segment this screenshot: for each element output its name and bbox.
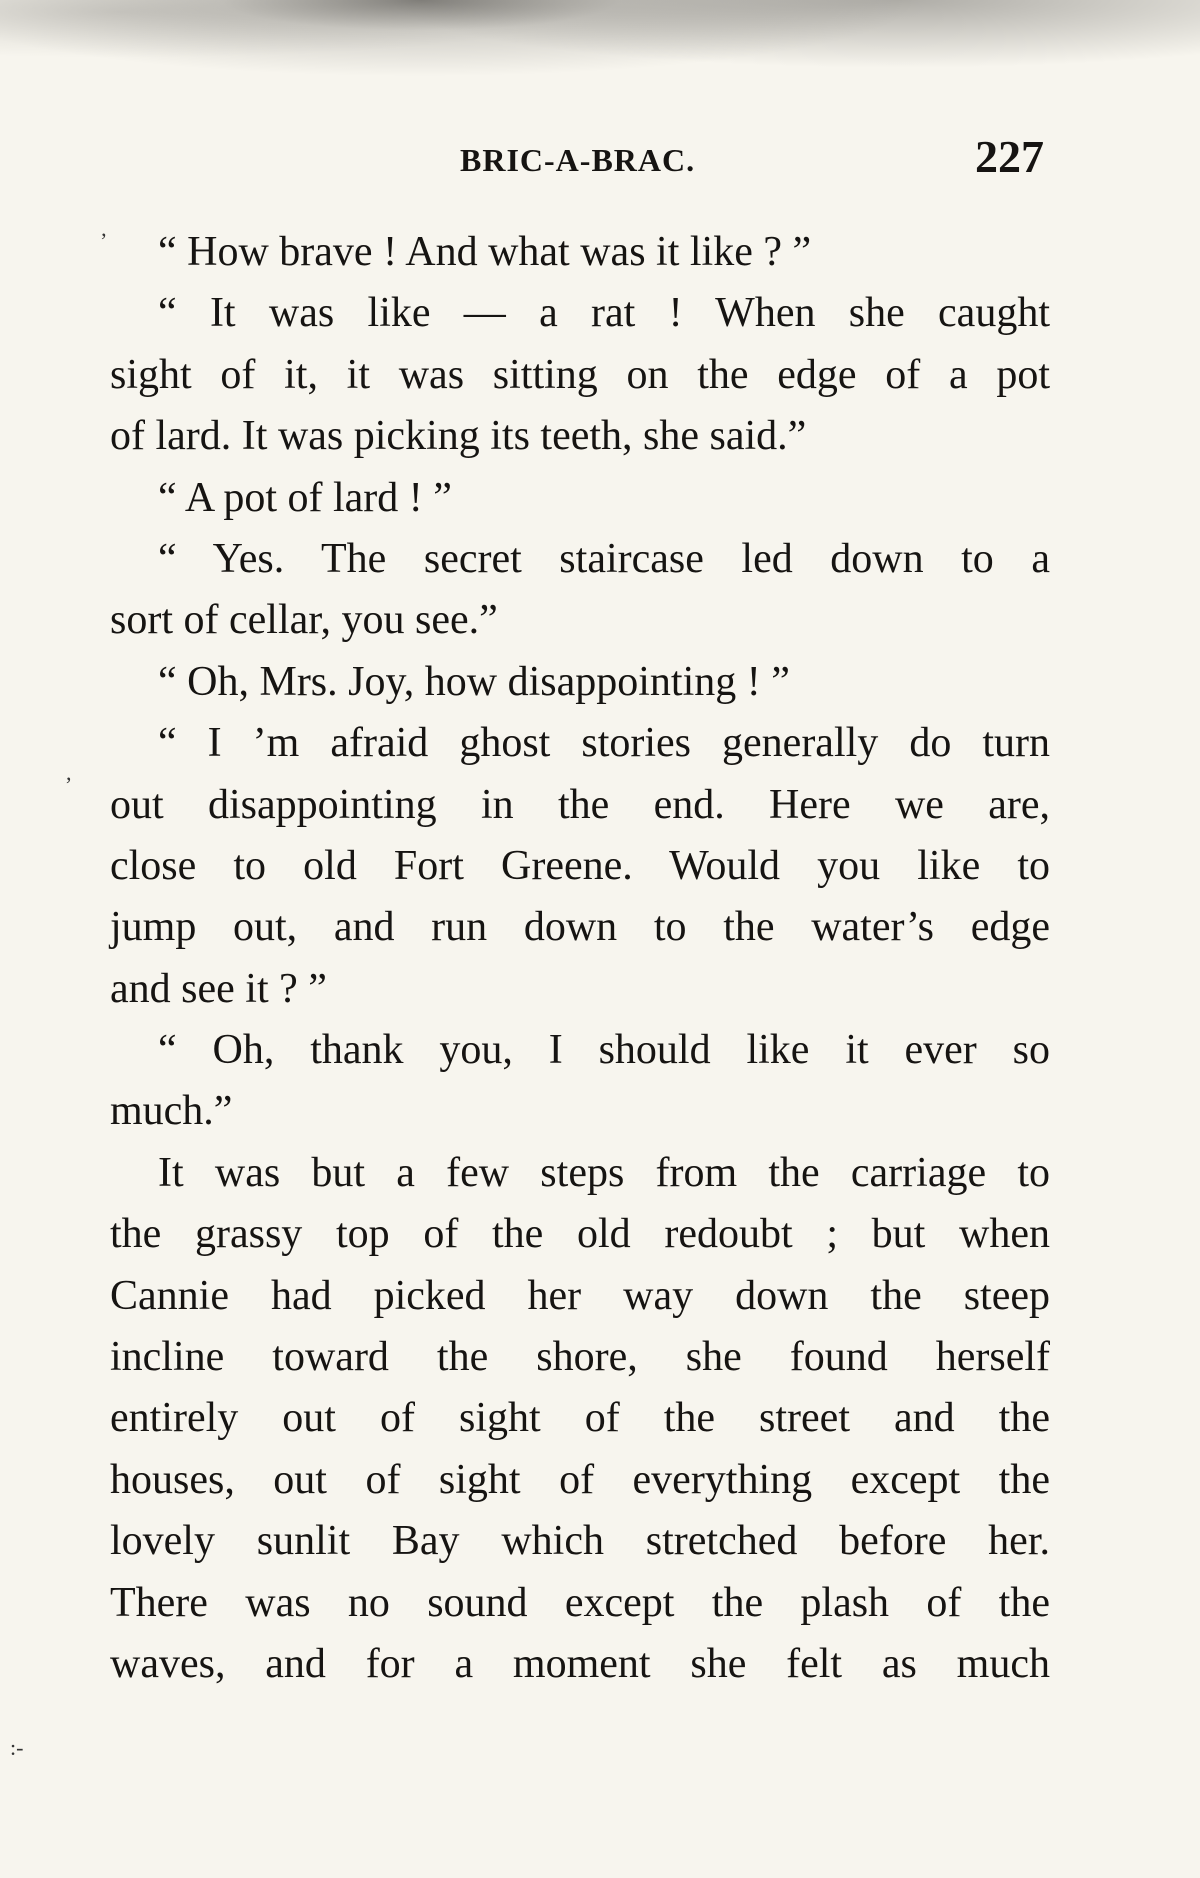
running-header-title: BRIC-A-BRAC. (460, 142, 696, 178)
scan-speckle-decoration (0, 0, 1200, 120)
text-line: of lard. It was picking its teeth, she said.” (110, 413, 807, 460)
text-line: “ It was like — a rat ! When she caught (158, 290, 1050, 337)
text-line: “ How brave ! And what was it like ? ” (158, 229, 812, 275)
page-number: 227 (975, 131, 1044, 182)
text-line: the grassy top of the old redoubt ; but when (110, 1211, 1050, 1258)
text-line: “ A pot of lard ! ” (158, 474, 452, 521)
text-line: There was no sound except the plash of the (110, 1579, 1050, 1626)
stray-print-mark: ’ (100, 228, 108, 253)
text-line: out disappointing in the end. Here we are, (110, 781, 1050, 828)
body-text (110, 222, 1050, 1695)
text-line: sight of it, it was sitting on the edge of a pot (110, 351, 1050, 398)
text-line: jump out, and run down to the water’s edge (110, 904, 1050, 951)
text-line: close to old Fort Greene. Would you like to (110, 842, 1050, 889)
stray-print-mark: :- (10, 1735, 24, 1760)
running-header (0, 128, 1200, 188)
text-line: It was but a few steps from the carriage to (158, 1149, 1050, 1196)
text-line: sort of cellar, you see.” (110, 597, 498, 644)
text-line: much.” (110, 1088, 233, 1135)
text-line: “ Yes. The secret staircase led down to a (158, 535, 1050, 582)
text-line: houses, out of sight of everything except the (110, 1456, 1050, 1503)
text-line: entirely out of sight of the street and the (110, 1395, 1050, 1442)
text-line: lovely sunlit Bay which stretched before her. (110, 1518, 1050, 1565)
text-line: incline toward the shore, she found herself (110, 1334, 1050, 1381)
text-line: “ Oh, thank you, I should like it ever so (158, 1027, 1050, 1074)
stray-print-mark: , (66, 760, 72, 785)
text-line: waves, and for a moment she felt as much (110, 1640, 1050, 1687)
text-line: Cannie had picked her way down the steep (110, 1272, 1050, 1319)
text-line: “ I ’m afraid ghost stories generally do turn (158, 720, 1050, 767)
text-line: and see it ? ” (110, 965, 327, 1012)
text-line: “ Oh, Mrs. Joy, how disappointing ! ” (158, 658, 790, 705)
